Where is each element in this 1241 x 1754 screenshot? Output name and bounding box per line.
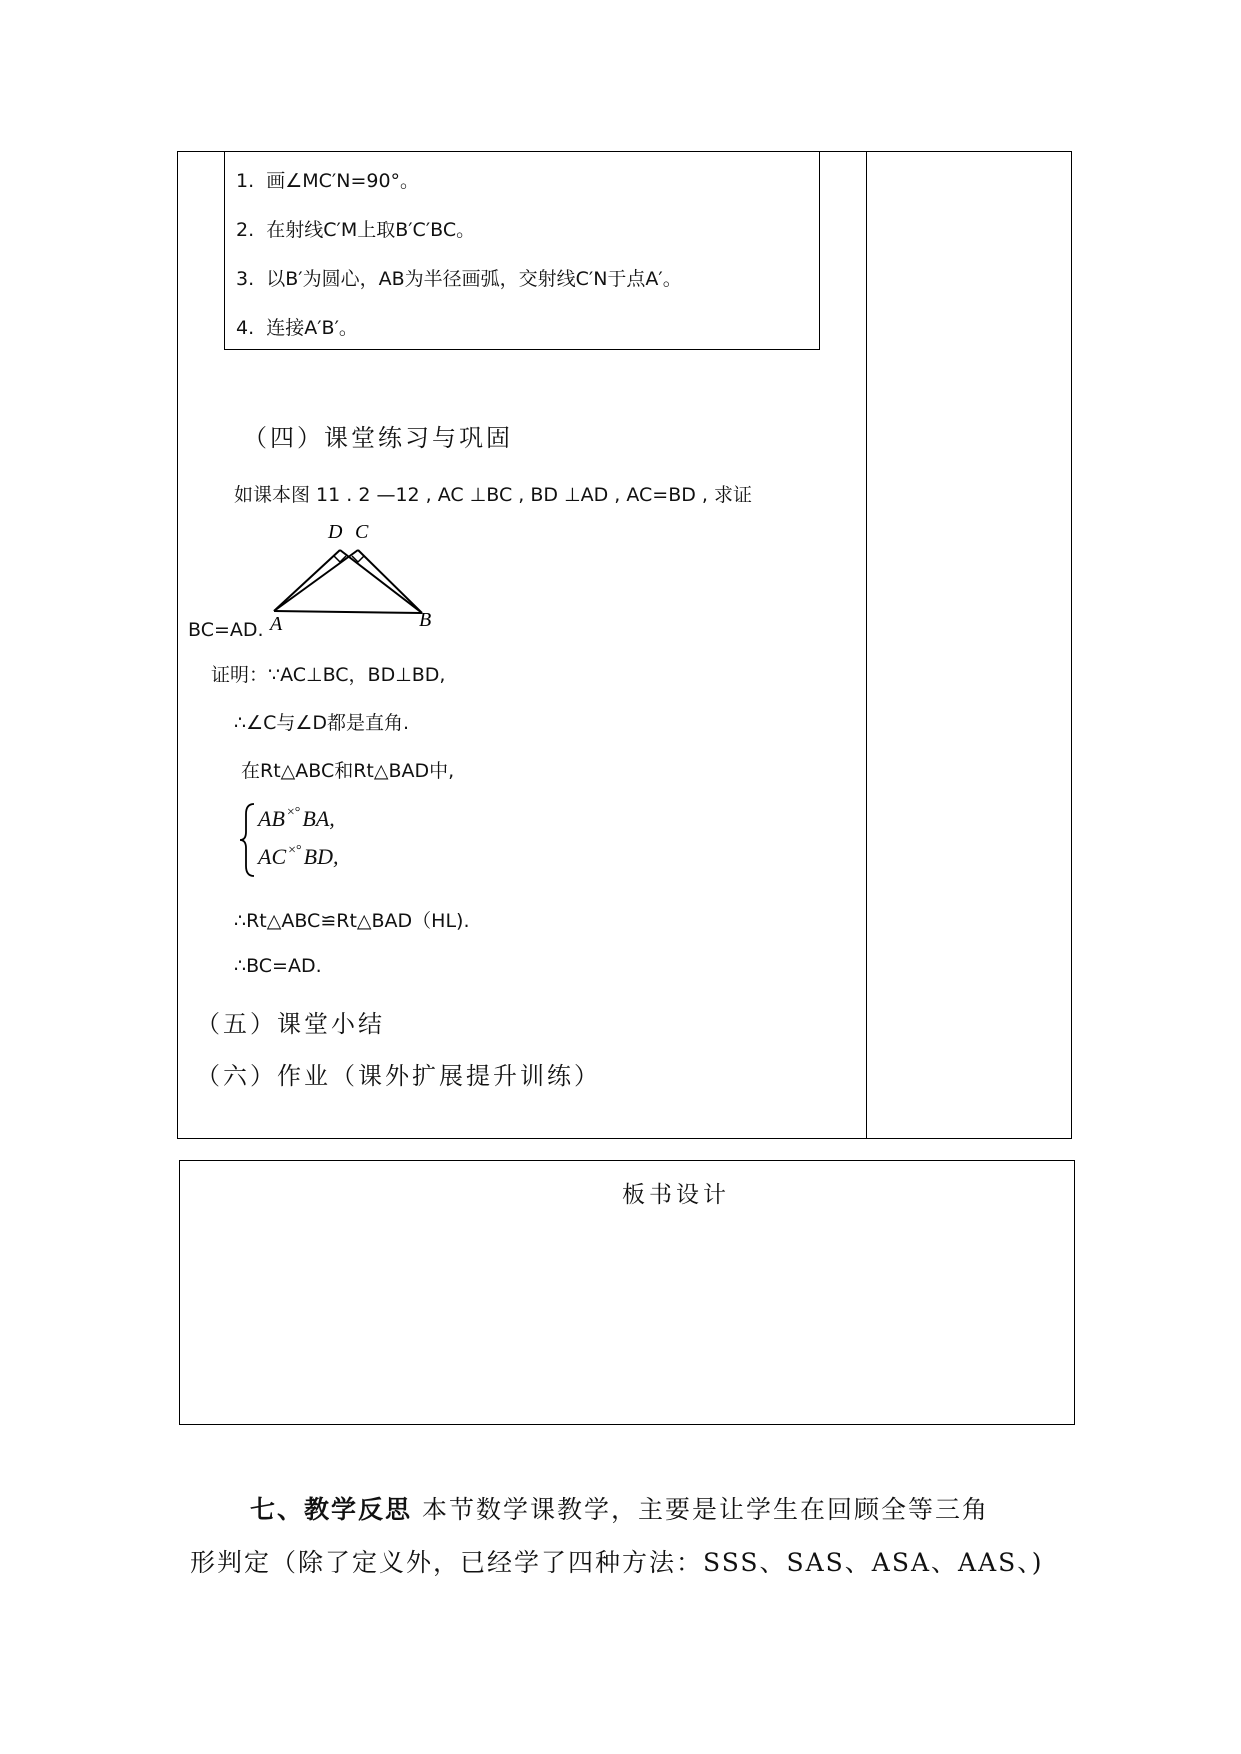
label-b: B [419, 609, 432, 631]
segment-ab [274, 611, 422, 613]
board-design-title: 板书设计 [622, 1182, 730, 1208]
step-3: 3. 以B′为圆心，AB为半径画弧，交射线C′N于点A′。 [236, 268, 682, 290]
label-d: D [328, 521, 343, 543]
step-4: 4. 连接A′B′。 [236, 317, 358, 339]
equation-2: AC ×°BD, [258, 843, 339, 869]
reflection-line-2: 形判定（除了定义外，已经学了四种方法：SSS、SAS、ASA、AAS、) [190, 1548, 1044, 1577]
reflection-line-1: 七、教学反思 本节数学课教学，主要是让学生在回顾全等三角 [250, 1495, 989, 1524]
proof-line-4: ∴Rt△ABC≌Rt△BAD（HL). [234, 910, 470, 932]
proof-line-5: ∴BC=AD. [234, 955, 322, 977]
section-5-heading: （五）课堂小结 [196, 1010, 385, 1038]
reflection-label: 七、教学反思 [250, 1495, 413, 1524]
table-column-divider [866, 151, 867, 1139]
section-4-heading: （四）课堂练习与巩固 [243, 424, 513, 452]
equation-1: AB ×°BA, [258, 805, 335, 831]
problem-statement: 如课本图 11 . 2 —12 , AC ⊥BC , BD ⊥AD , AC=BD , 求证 [234, 484, 753, 506]
label-a: A [270, 613, 283, 632]
segment-bd [340, 550, 422, 613]
proof-line-1: 证明：∵AC⊥BC，BD⊥BD, [211, 664, 446, 686]
proof-line-2: ∴∠C与∠D都是直角. [234, 712, 410, 734]
segment-ad [274, 550, 340, 611]
segment-ac [274, 550, 358, 611]
step-1: 1. 画∠MC′N=90°。 [236, 170, 420, 192]
label-c: C [355, 521, 369, 543]
proof-line-3: 在Rt△ABC和Rt△BAD中, [241, 760, 455, 782]
step-2: 2. 在射线C′M上取B′C′BC。 [236, 219, 476, 241]
problem-conclusion: BC=AD. [188, 619, 264, 641]
triangle-figure [262, 516, 442, 632]
system-brace [238, 802, 256, 878]
segment-bc [358, 550, 422, 613]
section-6-heading: （六）作业（课外扩展提升训练） [196, 1062, 601, 1090]
